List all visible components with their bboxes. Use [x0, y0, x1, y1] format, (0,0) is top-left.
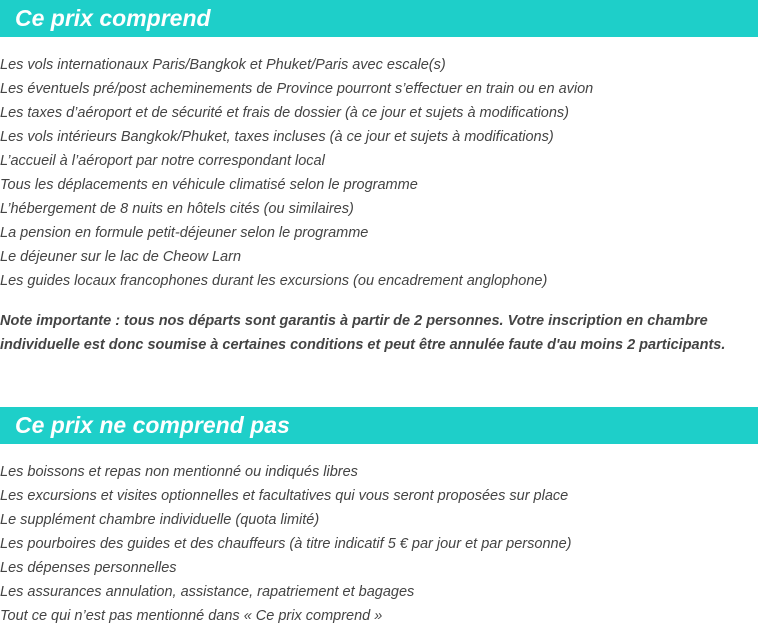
section-title-includes: Ce prix comprend	[15, 5, 211, 31]
list-item: Les assurances annulation, assistance, rapatriement et bagages	[0, 584, 415, 600]
list-item: Tout ce qui n’est pas mentionné dans « Ce prix comprend »	[0, 608, 383, 624]
list-item: Les vols internationaux Paris/Bangkok et Phuket/Paris avec escale(s)	[0, 57, 446, 73]
list-item: La pension en formule petit-déjeuner selon le programme	[0, 225, 369, 241]
excludes-list	[0, 460, 571, 628]
list-item: Les taxes d’aéroport et de sécurité et frais de dossier (à ce jour et sujets à modifications)	[0, 105, 570, 121]
section-header-includes	[0, 0, 758, 37]
list-item: Les dépenses personnelles	[0, 560, 177, 576]
section-title-excludes: Ce prix ne comprend pas	[15, 412, 290, 438]
list-item: Les boissons et repas non mentionné ou indiqués libres	[0, 464, 358, 480]
list-item: Les pourboires des guides et des chauffeurs (à titre indicatif 5 € par jour et par personne)	[0, 536, 572, 552]
list-item: L’accueil à l’aéroport par notre correspondant local	[0, 153, 325, 169]
section-header-excludes	[0, 407, 758, 444]
list-item: L’hébergement de 8 nuits en hôtels cités (ou similaires)	[0, 201, 354, 217]
list-item: Le supplément chambre individuelle (quota limité)	[0, 512, 320, 528]
list-item: Les excursions et visites optionnelles et facultatives qui vous seront proposées sur place	[0, 488, 569, 504]
list-item: Les éventuels pré/post acheminements de Province pourront s’effectuer en train ou en avion	[0, 81, 594, 97]
list-item: Tous les déplacements en véhicule climatisé selon le programme	[0, 177, 418, 193]
important-note: Note importante : tous nos départs sont garantis à partir de 2 personnes. Votre inscription en chambre individuelle est donc soumise à certaines conditions et peut être annulée faute d'au moins 2 participants.	[0, 313, 726, 353]
list-item: Les vols intérieurs Bangkok/Phuket, taxes incluses (à ce jour et sujets à modifications)	[0, 129, 554, 145]
list-item: Les guides locaux francophones durant les excursions (ou encadrement anglophone)	[0, 273, 548, 289]
list-item: Le déjeuner sur le lac de Cheow Larn	[0, 249, 242, 265]
includes-list	[0, 53, 593, 293]
